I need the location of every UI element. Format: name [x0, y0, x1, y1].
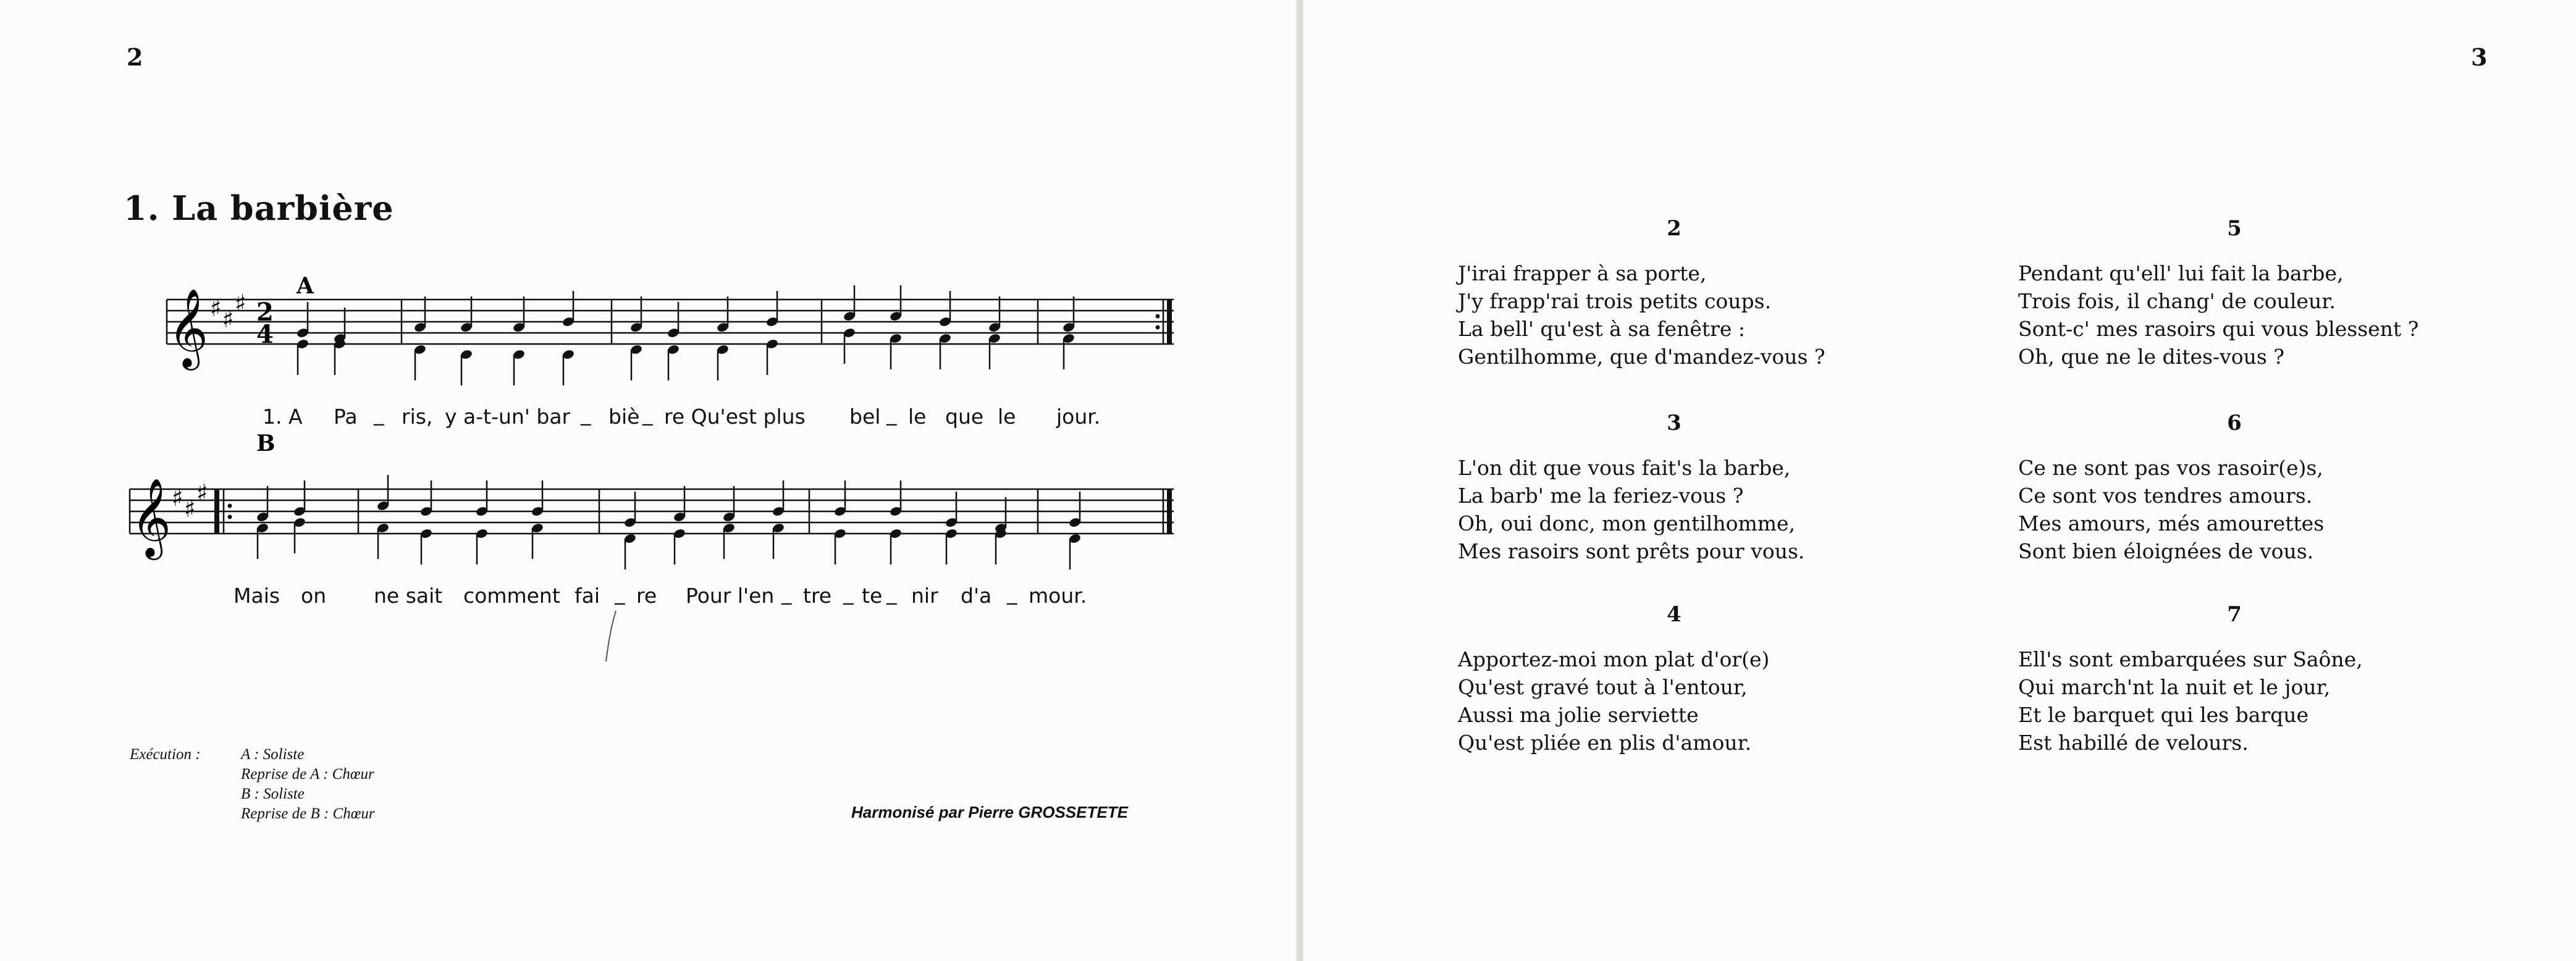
pencil-mark — [602, 608, 621, 664]
lyric-syllable: d'a — [961, 584, 992, 608]
lyric-syllable: 1. A — [263, 405, 303, 429]
notes-a — [296, 285, 1075, 385]
verse-line: Ce sont vos tendres amours. — [2018, 484, 2313, 508]
verse-line: Et le barquet qui les barque — [2018, 703, 2309, 727]
lyric-syllable: re — [636, 584, 657, 608]
sharp-icon: ♯ — [222, 306, 234, 333]
sharp-icon: ♯ — [210, 295, 222, 322]
right-page — [1303, 0, 2576, 961]
execution-line: A : Soliste — [241, 746, 305, 763]
lyric-syllable: _ — [843, 581, 854, 605]
verse-line: Qu'est pliée en plis d'amour. — [1458, 731, 1752, 755]
lyric-syllable: que — [945, 405, 984, 429]
verse-number: 5 — [2227, 216, 2242, 241]
verse-block — [1458, 602, 1890, 757]
lyric-syllable: Mais — [234, 584, 280, 608]
verse-block — [2018, 602, 2451, 757]
lyric-syllable: ne sait — [374, 584, 443, 608]
verse-number: 2 — [1667, 216, 1682, 241]
lyric-syllable: tre — [803, 584, 832, 608]
verse-line: Sont-c' mes rasoirs qui vous blessent ? — [2018, 317, 2419, 341]
execution-line: B : Soliste — [241, 786, 305, 802]
verse-line: Trois fois, il chang' de couleur. — [2018, 289, 2336, 313]
lyric-syllable: y a-t-un' bar — [445, 405, 571, 429]
verse-block — [2018, 216, 2451, 371]
verse-line: J'y frapp'rai trois petits coups. — [1458, 289, 1772, 313]
lyric-syllable: jour. — [1056, 405, 1101, 429]
verse-number: 7 — [2227, 602, 2242, 627]
verse-line: Ce ne sont pas vos rasoir(e)s, — [2018, 456, 2323, 480]
verse-line: Ell's sont embarquées sur Saône, — [2018, 647, 2363, 671]
verse-line: La bell' qu'est à sa fenêtre : — [1458, 317, 1746, 341]
time-signature-top: 2 — [256, 298, 274, 327]
lyric-syllable: Pa — [334, 405, 358, 429]
verse-number: 4 — [1667, 602, 1682, 627]
execution-label: Exécution : — [130, 746, 201, 763]
verse-line: Est habillé de velours. — [2018, 731, 2249, 755]
lyric-syllable: on — [301, 584, 327, 608]
lyric-syllable: Pour l'en — [686, 584, 775, 608]
page-number-left: 2 — [127, 43, 143, 71]
verse-block — [1458, 411, 1890, 565]
verse-block — [2018, 411, 2451, 565]
verse-line: Qui march'nt la nuit et le jour, — [2018, 675, 2331, 699]
section-b-label: B — [256, 430, 276, 456]
verse-line: Gentilhomme, que d'mandez-vous ? — [1458, 345, 1825, 369]
sharp-icon: ♯ — [184, 495, 196, 522]
verse-line: Mes rasoirs sont prêts pour vous. — [1458, 539, 1805, 563]
lyric-syllable: nir — [911, 584, 938, 608]
lyric-syllable: biè — [608, 405, 640, 429]
lyric-syllable: _ — [1007, 581, 1017, 605]
verse-block — [1458, 216, 1890, 371]
treble-clef-icon: 𝄞 — [131, 477, 172, 556]
lyric-syllable: _ — [615, 581, 625, 605]
lyric-syllable: fai — [575, 584, 600, 608]
verse-line: Mes amours, més amourettes — [2018, 511, 2325, 535]
verse-line: L'on dit que vous fait's la barbe, — [1458, 456, 1791, 480]
verse-line: La barb' me la feriez-vous ? — [1458, 484, 1744, 508]
section-a-label: A — [297, 273, 314, 299]
verse-line: Oh, oui donc, mon gentilhomme, — [1458, 511, 1796, 535]
verse-line: Oh, que ne le dites-vous ? — [2018, 345, 2284, 369]
lyric-syllable: _ — [374, 401, 384, 426]
lyric-syllable: _ — [886, 581, 897, 605]
lyric-syllable: bel — [849, 405, 881, 429]
execution-line: Reprise de A : Chœur — [241, 766, 374, 783]
lyric-syllable: _ — [642, 401, 653, 426]
lyric-syllable: le — [908, 405, 927, 429]
lyric-syllable: le — [998, 405, 1016, 429]
verse-line: Aussi ma jolie serviette — [1458, 703, 1699, 727]
harmonized-by: Harmonisé par Pierre GROSSETETE — [851, 803, 1128, 821]
sharp-icon: ♯ — [235, 290, 246, 317]
verse-line: Pendant qu'ell' lui fait la barbe, — [2018, 261, 2344, 285]
verse-line: Sont bien éloignées de vous. — [2018, 539, 2314, 563]
treble-clef-icon: 𝄞 — [168, 288, 209, 367]
lyric-syllable: te — [862, 584, 883, 608]
time-signature-bottom: 4 — [256, 320, 274, 349]
music-staff-a — [124, 272, 1174, 395]
verse-line: Qu'est gravé tout à l'entour, — [1458, 675, 1748, 699]
song-title: 1. La barbière — [124, 188, 394, 228]
verse-number: 6 — [2227, 411, 2242, 435]
verse-line: Apportez-moi mon plat d'or(e) — [1458, 647, 1770, 671]
verse-number: 3 — [1667, 411, 1682, 435]
execution-line: Reprise de B : Chœur — [241, 805, 375, 822]
lyric-syllable: ris, — [402, 405, 433, 429]
lyric-syllable: re Qu'est plus — [664, 405, 806, 429]
lyric-syllable: _ — [781, 581, 792, 605]
lyric-syllable: comment — [463, 584, 560, 608]
sharp-icon: ♯ — [172, 484, 183, 511]
page-number-right: 3 — [2471, 43, 2488, 71]
lyric-syllable: _ — [581, 401, 591, 426]
sharp-icon: ♯ — [196, 479, 208, 506]
lyric-syllable: mour. — [1029, 584, 1087, 608]
lyric-syllable: _ — [886, 401, 897, 426]
verse-line: J'irai frapper à sa porte, — [1458, 261, 1707, 285]
